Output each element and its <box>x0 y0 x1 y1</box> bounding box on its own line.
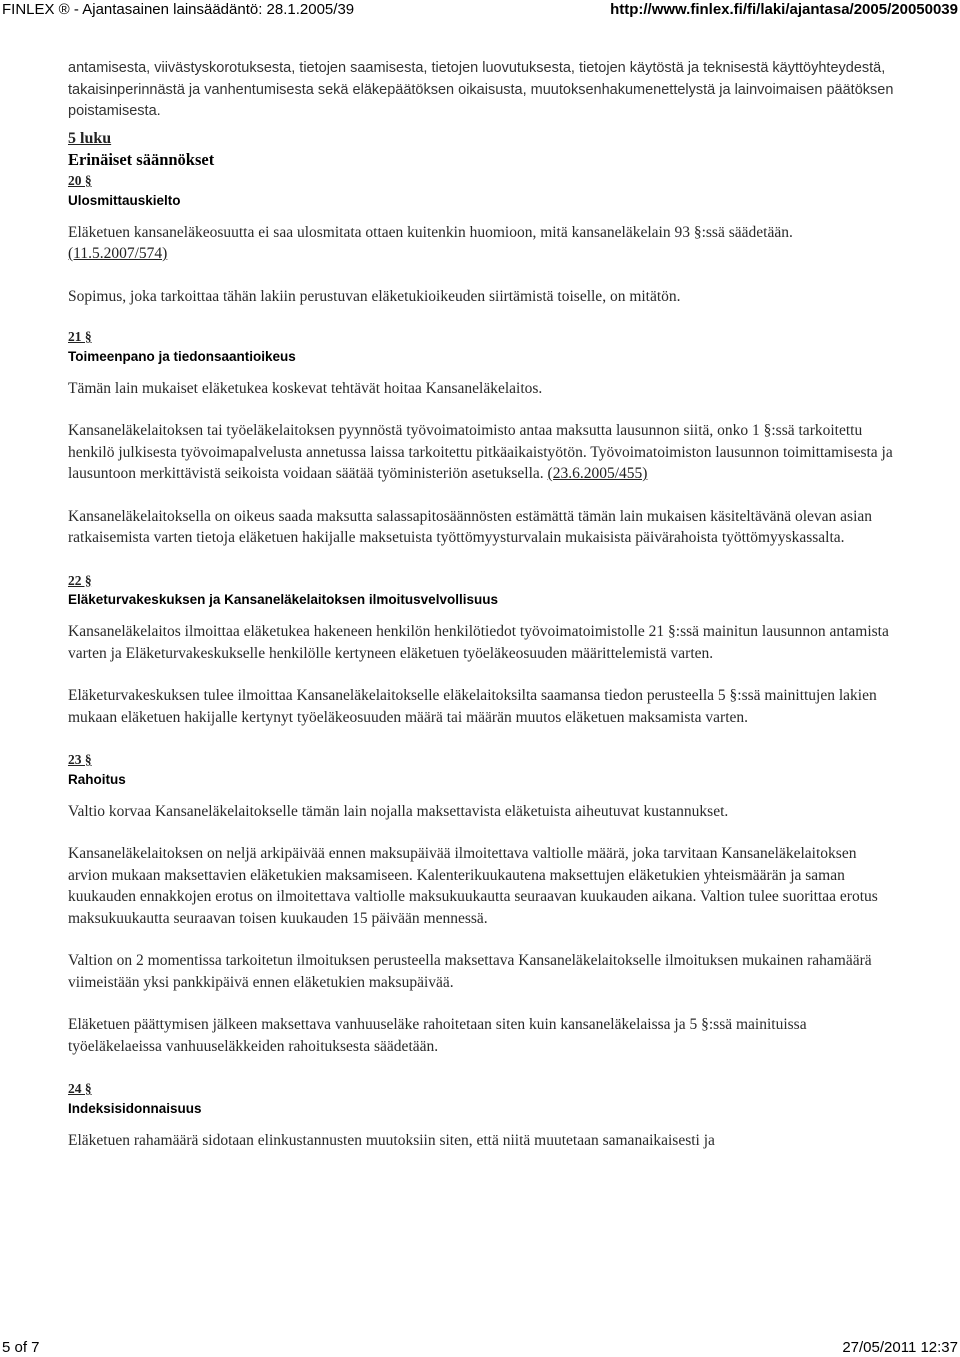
section-21-paragraph-2-text: Kansaneläkelaitoksen tai työeläkelaitoksen pyynnöstä työvoimatoimisto antaa maksutta lausunnon siitä, onko 1 §:ssä tarkoitettu henkilö julkisesta työvoimapalvelusta annetussa laissa tarkoitettu pitkäaikaistyötön. Työvoimatoimiston lausunnon toimittamisesta ja lausuntoon merkittävistä seikoista voidaan säätää työministeriön asetuksella. <box>68 422 893 482</box>
section-21-heading <box>68 326 894 366</box>
section-21-paragraph-1: Tämän lain mukaiset eläketukea koskevat tehtävät hoitaa Kansaneläkelaitos. <box>68 379 543 397</box>
section-22-link[interactable]: 22 § <box>68 572 92 588</box>
document-body <box>68 58 894 1151</box>
section-22-title: Eläketurvakeskuksen ja Kansaneläkelaitoksen ilmoitusvelvollisuus <box>68 592 498 607</box>
section-23-paragraph-4: Eläketuen päättymisen jälkeen maksettava vanhuuseläke rahoitetaan siten kuin kansaneläkelaissa ja 5 §:ssä mainituissa työeläkelaeissa vanhuuseläkkeiden rahoituksesta säädetään. <box>68 1016 807 1055</box>
print-header-title: FINLEX ® - Ajantasainen lainsäädäntö: 28.1.2005/39 <box>2 1 355 18</box>
section-20-title: Ulosmittauskielto <box>68 192 181 208</box>
section-23-link[interactable]: 23 § <box>68 752 92 767</box>
section-24-link[interactable]: 24 § <box>68 1081 92 1096</box>
browser-print-header <box>0 0 960 20</box>
section-23-heading <box>68 749 894 789</box>
section-23-title: Rahoitus <box>68 771 126 787</box>
section-24-title: Indeksisidonnaisuus <box>68 1100 202 1116</box>
section-23-paragraph-3: Valtion on 2 momentissa tarkoitetun ilmoituksen perusteella maksettava Kansaneläkelaitokselle ilmoituksen mukainen rahamäärä viimeistään yksi pankkipäivä ennen eläketukien maksupäivää. <box>68 952 872 991</box>
browser-print-footer <box>0 1338 960 1357</box>
section-23-paragraph-2: Kansaneläkelaitoksen on neljä arkipäivää ennen maksupäivää ilmoitettava valtiolle määrä, joka tarvitaan Kansaneläkelaitoksen arvion mukaan maksettavien eläketukien maksamiseen. Kalenterikuukautena maksettujen eläketukien yhteismäärän ja saman kuukauden ennakkojen erotus on ilmoitettava valtiolle maksukuukautta seuraavan kuukauden aikana. Valtion tulee suorittaa erotus maksukuukautta seuraavan toisen kuukauden 15 päivään mennessä. <box>68 845 878 927</box>
amendment-ref-link[interactable]: (11.5.2007/574) <box>68 245 168 262</box>
amendment-ref-link[interactable]: (23.6.2005/455) <box>547 465 648 482</box>
section-20-link[interactable]: 20 § <box>68 173 92 188</box>
section-24-paragraph-1: Eläketuen rahamäärä sidotaan elinkustannusten muutoksiin siten, että niitä muutetaan samanaikaisesti ja <box>68 1131 715 1149</box>
section-21-link[interactable]: 21 § <box>68 329 92 344</box>
chapter-5-heading <box>68 128 894 210</box>
print-datetime: 27/05/2011 12:37 <box>842 1339 958 1356</box>
page-counter: 5 of 7 <box>2 1339 40 1356</box>
section-22-paragraph-1: Kansaneläkelaitos ilmoittaa eläketukea hakeneen henkilön henkilötiedot työvoimatoimistolle 21 §:ssä mainitun lausunnon antamista varten ja Eläketurvakeskukselle henkilölle kertyneen eläketuen työeläkeosuuden määrittelemistä varten. <box>68 623 889 662</box>
section-20-paragraph-1-text: Eläketuen kansaneläkeosuutta ei saa ulosmitata ottaen kuitenkin huomioon, mitä kansaneläkelain 93 §:ssä säädetään. <box>68 223 793 241</box>
section-22-heading <box>68 570 894 610</box>
intro-paragraph: antamisesta, viivästyskorotuksesta, tietojen saamisesta, tietojen luovutuksesta, tietojen käytöstä ja teknisestä käyttöyhteydestä, takaisinperinnästä ja vanhentumisesta sekä eläkepäätöksen oikaisusta, muutoksenhakumenettelystä ja lainvoimaisen päätöksen poistamisesta. <box>68 60 894 119</box>
section-20-paragraph-2: Sopimus, joka tarkoittaa tähän lakiin perustuvan eläketukioikeuden siirtämistä toiselle, on mitätön. <box>68 287 681 305</box>
section-21-paragraph-3: Kansaneläkelaitoksella on oikeus saada maksutta salassapitosäännösten estämättä tämän lain mukaisen käsiteltävänä olevan asian ratkaisemista varten tietoja eläketuen hakijalle maksetuista työttömyysturvalain mukaisista päivärahoista työttömyyskassalta. <box>68 507 873 546</box>
chapter-5-link[interactable]: 5 luku <box>68 129 112 147</box>
section-22-paragraph-2: Eläketurvakeskuksen tulee ilmoittaa Kansaneläkelaitokselle eläkelaitoksilta saamansa tiedon perusteella 5 §:ssä mainittujen lakien mukaan eläketuen hakijalle kertynyt työeläkeosuuden määrä tai määrän muutos eläketuen maksamista varten. <box>68 687 877 726</box>
section-21-title: Toimeenpano ja tiedonsaantioikeus <box>68 348 296 364</box>
print-header-url: http://www.finlex.fi/fi/laki/ajantasa/2005/20050039 <box>610 1 958 18</box>
chapter-5-title: Erinäiset säännökset <box>68 150 215 169</box>
section-21-paragraph-2 <box>68 420 894 485</box>
section-23-paragraph-1: Valtio korvaa Kansaneläkelaitokselle tämän lain nojalla maksettavista eläketuista aiheutuvat kustannukset. <box>68 802 729 820</box>
section-20-paragraph-1 <box>68 222 894 265</box>
section-24-heading <box>68 1078 894 1118</box>
